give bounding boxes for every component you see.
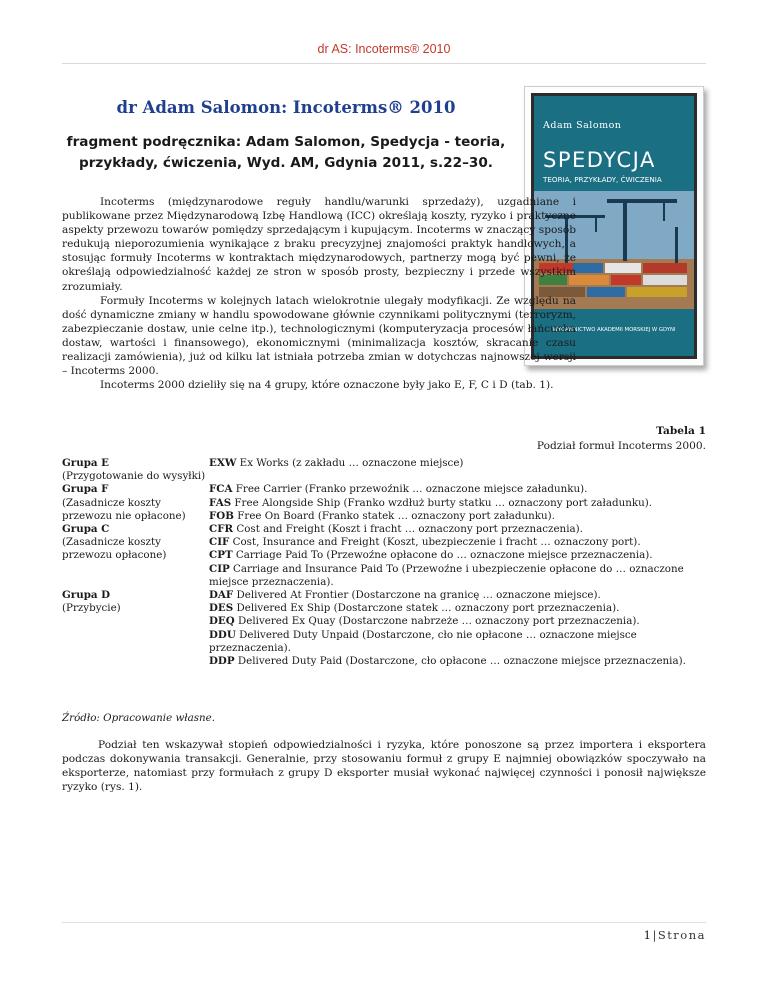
cover-title: SPEDYCJA bbox=[543, 148, 656, 172]
intro-paragraph-2: Formuły Incoterms w kolejnych latach wielokrotnie ulegały modyfikacji. Ze względu na dość dynamiczne zmiany w handlu spowodowane głównie czynnikami politycznymi (terroryzm, zabezpieczanie dostaw, unie celne itp.), technologicznymi (komputeryzacja procesów łańcucha dostaw, wartości i finansowego), ekonomicznymi (minimalizacja kosztów, skracanie czasu realizacji zamówienia), już od kilku lat istniała potrzeba zmian w dotychczas najnowszej wersji – Incoterms 2000. bbox=[62, 294, 576, 378]
table-row bbox=[62, 483, 706, 523]
group-desc: (Przygotowanie do wysyłki) bbox=[62, 470, 206, 483]
rule-text: Ex Works (z zakładu … oznaczone miejsce) bbox=[236, 457, 464, 469]
page-header: dr AS: Incoterms® 2010 bbox=[317, 42, 451, 56]
rule-item bbox=[209, 536, 706, 549]
group-name: Grupa E bbox=[62, 457, 110, 469]
rules-cell bbox=[206, 589, 706, 668]
rule-item bbox=[209, 589, 706, 602]
rule-text: Cost, Insurance and Freight (Koszt, ubezpieczenie i fracht … oznaczony port). bbox=[229, 536, 641, 549]
cover-publisher: WYDAWNICTWO AKADEMII MORSKIEJ W GDYNI bbox=[552, 327, 676, 333]
intro-paragraph-1: Incoterms (międzynarodowe reguły handlu/warunki sprzedaży), uzgadniane i publikowane przez Międzynarodową Izbę Handlową (ICC) określają koszty, ryzyko i praktyczne aspekty przewozu towarów pomiędzy sprzedającym i kupującym. Incoterms w znaczący sposób redukują nieporozumienia wynikające z braku precyzyjnej znajomości praktyk handlowych, a stosując formuły Incoterms w kontraktach międzynarodowych, partnerzy mogą być pewni, że określają odpowiedzialność każdej ze stron w sposób prosty, bezpieczny i przede wszystkim zrozumiały. bbox=[62, 196, 576, 293]
rule-text: Free Alongside Ship (Franko wzdłuż burty statku … oznaczony port załadunku). bbox=[231, 496, 653, 509]
cover-author: Adam Salomon bbox=[543, 120, 622, 131]
rule-code: FCA bbox=[209, 483, 233, 496]
rule-text: Carriage Paid To (Przewoźne opłacone do … oznaczone miejsce przeznaczenia). bbox=[232, 549, 653, 562]
rule-item bbox=[209, 523, 706, 536]
page-footer bbox=[500, 928, 706, 942]
rule-code: CPT bbox=[209, 549, 233, 562]
rule-item bbox=[209, 483, 706, 496]
rule-code: FOB bbox=[209, 509, 234, 522]
subtitle-line-2: przykłady, ćwiczenia, Wyd. AM, Gdynia 2011, s.22–30. bbox=[79, 155, 493, 171]
group-cell bbox=[62, 483, 206, 523]
rule-text: Cost and Freight (Koszt i fracht … oznaczony port przeznaczenia). bbox=[233, 523, 583, 536]
rule-text: Delivered Ex Ship (Dostarczone statek … oznaczony port przeznaczenia). bbox=[233, 602, 620, 615]
intro-text bbox=[62, 195, 576, 392]
document-subtitle bbox=[62, 132, 510, 174]
body-paragraph: Podział ten wskazywał stopień odpowiedzialności i ryzyka, które ponoszone są przez importera i eksportera podczas dokonywania transakcji. Generalnie, przy stosowaniu formuł z grupy E najmniej obowiązków spoczywało na eksporterze, natomiast przy formułach z grupy D eksporter musiał wykonać najwięcej czynności i ponosił największe ryzyko (rys. 1). bbox=[62, 739, 706, 794]
group-name: Grupa D bbox=[62, 589, 111, 602]
rule-code: DDU bbox=[209, 628, 236, 641]
page-number: 1 bbox=[643, 928, 653, 942]
table-label: Tabela 1 bbox=[656, 425, 706, 437]
rule-item bbox=[209, 510, 706, 523]
rule-code: CIP bbox=[209, 562, 230, 575]
rule-text: Delivered Ex Quay (Dostarczone nabrzeże … oznaczony port przeznaczenia). bbox=[234, 615, 640, 628]
rule-item bbox=[209, 497, 706, 510]
rule-code: DES bbox=[209, 602, 234, 615]
rule-code: DDP bbox=[209, 655, 235, 668]
footer-label: Strona bbox=[657, 928, 706, 942]
incoterms-table bbox=[62, 457, 706, 668]
rule-text: Carriage and Insurance Paid To (Przewoźne i ubezpieczenie opłacone do … oznaczone miejsce przeznaczenia). bbox=[209, 562, 684, 588]
rules-cell bbox=[206, 523, 706, 589]
rule-item bbox=[209, 457, 706, 470]
rule-text: Free Carrier (Franko przewoźnik … oznaczone miejsce załadunku). bbox=[232, 483, 588, 496]
table-caption: Podział formuł Incoterms 2000. bbox=[536, 440, 706, 452]
group-name: Grupa F bbox=[62, 483, 109, 496]
document-title: dr Adam Salomon: Incoterms® 2010 bbox=[116, 98, 456, 117]
cover-subtitle: TEORIA, PRZYKŁADY, ĆWICZENIA bbox=[543, 175, 662, 184]
rule-code: EXW bbox=[209, 457, 237, 469]
table-row bbox=[62, 589, 706, 668]
table-source: Źródło: Opracowanie własne. bbox=[62, 712, 216, 724]
rule-code: CIF bbox=[209, 536, 230, 549]
rule-code: DAF bbox=[209, 589, 234, 602]
rules-cell bbox=[206, 483, 706, 523]
rule-text: Delivered Duty Paid (Dostarczone, cło opłacone … oznaczone miejsce przeznaczenia). bbox=[234, 655, 686, 668]
rule-item bbox=[209, 549, 706, 562]
rule-text: Free On Board (Franko statek … oznaczony port załadunku). bbox=[233, 509, 555, 522]
rule-item bbox=[209, 563, 706, 589]
intro-paragraph-3: Incoterms 2000 dzieliły się na 4 grupy, które oznaczone były jako E, F, C i D (tab. 1). bbox=[100, 379, 554, 392]
group-cell bbox=[62, 523, 206, 589]
group-desc: (Przybycie) bbox=[62, 602, 121, 615]
rule-code: DEQ bbox=[209, 615, 235, 628]
group-cell bbox=[62, 589, 206, 668]
rule-text: Delivered Duty Unpaid (Dostarczone, cło nie opłacone … oznaczone miejsce przeznaczenia). bbox=[209, 628, 637, 654]
rules-cell bbox=[206, 457, 706, 483]
footer-separator: | bbox=[652, 928, 658, 942]
rule-item bbox=[209, 629, 706, 655]
rule-item bbox=[209, 602, 706, 615]
table-row bbox=[62, 457, 706, 483]
subtitle-line-1: fragment podręcznika: Adam Salomon, Spedycja - teoria, bbox=[66, 134, 506, 150]
rule-item bbox=[209, 655, 706, 668]
rule-code: CFR bbox=[209, 523, 234, 536]
table-row bbox=[62, 523, 706, 589]
footer-rule bbox=[62, 922, 706, 923]
group-cell bbox=[62, 457, 206, 483]
header-rule bbox=[62, 63, 706, 64]
rule-code: FAS bbox=[209, 496, 232, 509]
group-desc: (Zasadnicze koszty przewozu nie opłacone) bbox=[62, 496, 186, 522]
rule-item bbox=[209, 615, 706, 628]
group-name: Grupa C bbox=[62, 523, 110, 536]
group-desc: (Zasadnicze koszty przewozu opłacone) bbox=[62, 536, 167, 562]
rule-text: Delivered At Frontier (Dostarczone na granicę … oznaczone miejsce). bbox=[233, 589, 601, 602]
